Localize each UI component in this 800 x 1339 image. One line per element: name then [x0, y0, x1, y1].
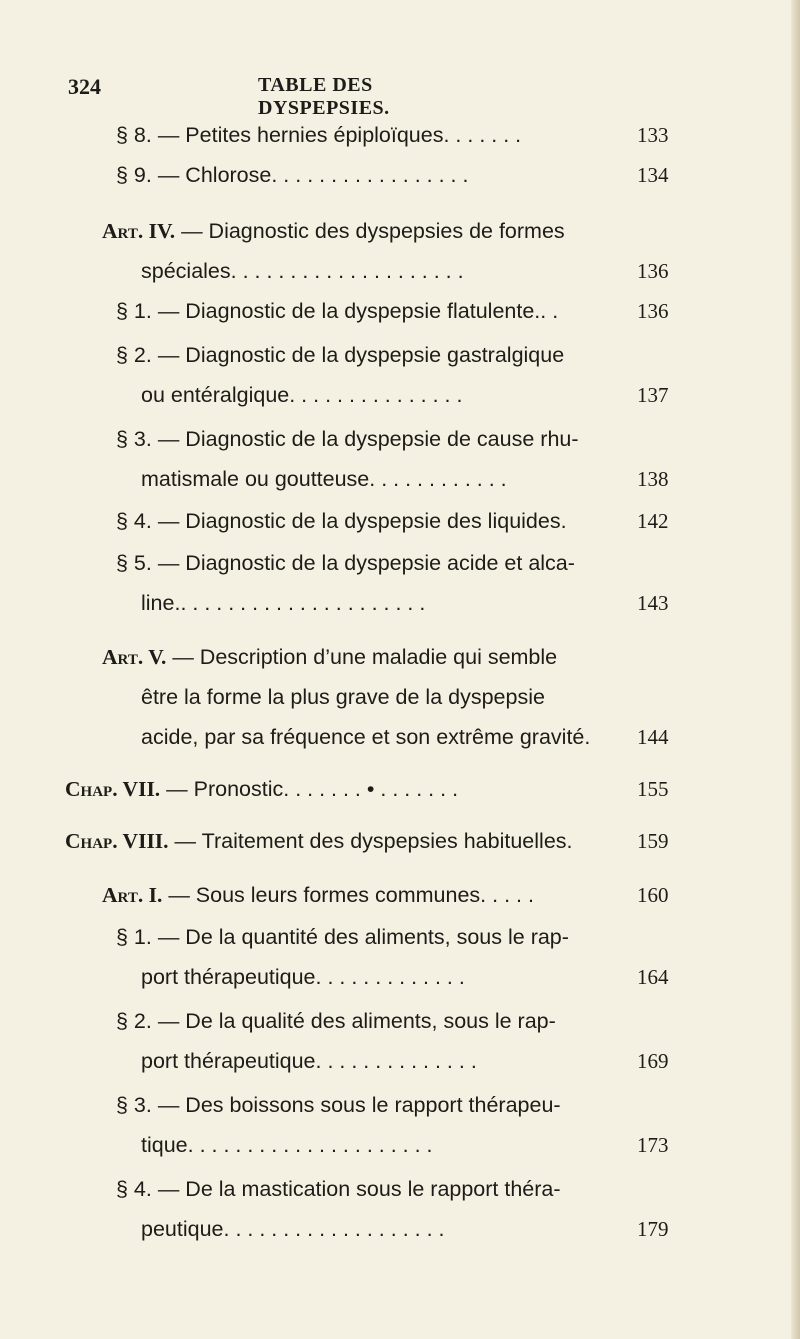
toc-entry [141, 720, 800, 754]
toc-entry [116, 1172, 800, 1206]
toc-entry [116, 504, 800, 538]
toc-entry-page: 136 [637, 299, 669, 323]
toc-entry-page: 142 [637, 509, 669, 533]
toc-entry-page: 138 [637, 467, 669, 491]
toc-entry [102, 640, 800, 674]
toc-entry [116, 118, 800, 152]
page-header [68, 74, 508, 119]
toc-entry-prefix: Chap. VII. [65, 777, 161, 801]
toc-entry-prefix: Art. I. [102, 883, 163, 907]
toc-entry-text: § 2. — Diagnostic de la dyspepsie gastralgique [116, 343, 565, 367]
toc-entry [116, 294, 800, 328]
toc-entry-title: — Sous leurs formes communes. . . . . [162, 883, 534, 907]
toc-entry-page: 133 [637, 123, 669, 147]
toc-entry-page: 134 [637, 163, 669, 187]
toc-entry-page: 155 [637, 777, 669, 801]
toc-entry [116, 1088, 800, 1122]
toc-entry-prefix: Art. V. [102, 645, 167, 669]
toc-entry-page: 143 [637, 591, 669, 615]
toc-entry-text: § 5. — Diagnostic de la dyspepsie acide et alca- [116, 551, 575, 575]
toc-entry-page: 179 [637, 1217, 669, 1241]
toc-entry-page: 159 [637, 829, 669, 853]
toc-entry [141, 680, 800, 714]
toc-entry [141, 1044, 800, 1078]
toc-entry-text: § 2. — De la qualité des aliments, sous le rap- [116, 1009, 556, 1033]
toc-entry [141, 1212, 800, 1246]
toc-entry-text: § 1. — De la quantité des aliments, sous le rap- [116, 925, 569, 949]
toc-entry [116, 920, 800, 954]
toc-entry [116, 158, 800, 192]
toc-entry [102, 878, 800, 912]
toc-entry-text [65, 824, 573, 858]
toc-entry-text: être la forme la plus grave de la dyspepsie [141, 685, 545, 709]
toc-entry-page: 136 [637, 259, 669, 283]
toc-entry-prefix: Chap. VIII. [65, 829, 169, 853]
toc-entry-text: § 1. — Diagnostic de la dyspepsie flatulente.. . [116, 299, 559, 323]
toc-entry-text: port thérapeutique. . . . . . . . . . . . . [141, 965, 465, 989]
toc-entry [65, 824, 785, 858]
toc-entry-text: § 3. — Diagnostic de la dyspepsie de cause rhu- [116, 427, 579, 451]
toc-entry-text: § 3. — Des boissons sous le rapport thérapeu- [116, 1093, 561, 1117]
toc-entry-text: ou entéralgique. . . . . . . . . . . . . . . [141, 383, 463, 407]
toc-entry-page: 160 [637, 883, 669, 907]
toc-entry [141, 1128, 800, 1162]
toc-entry-text: port thérapeutique. . . . . . . . . . . . . . [141, 1049, 477, 1073]
toc-entry-text [102, 878, 534, 912]
toc-entry-page: 137 [637, 383, 669, 407]
running-title: TABLE DES DYSPEPSIES. [258, 74, 390, 119]
toc-entry-text: spéciales. . . . . . . . . . . . . . . . . . . . [141, 259, 464, 283]
toc-entry [141, 462, 800, 496]
toc-entry [102, 214, 800, 248]
toc-entry-text: § 8. — Petites hernies épiploïques. . . . . . . [116, 123, 522, 147]
toc-entry [141, 586, 800, 620]
toc-entry-page: 164 [637, 965, 669, 989]
toc-entry [116, 1004, 800, 1038]
toc-entry-text [102, 640, 557, 674]
toc-entry [141, 378, 800, 412]
toc-entry-page: 144 [637, 725, 669, 749]
toc-entry-title: — Diagnostic des dyspepsies de formes [175, 219, 565, 243]
toc-entry-text: matismale ou goutteuse. . . . . . . . . . . . [141, 467, 507, 491]
toc-entry-text: acide, par sa fréquence et son extrême gravité. [141, 725, 591, 749]
toc-entry-title: — Pronostic. . . . . . . • . . . . . . . [160, 777, 459, 801]
toc-entry-title: — Description d’une maladie qui semble [166, 645, 558, 669]
toc-entry-text: line.. . . . . . . . . . . . . . . . . . . . . [141, 591, 426, 615]
toc-entry-text: § 4. — Diagnostic de la dyspepsie des liquides. [116, 509, 567, 533]
toc-entry [141, 960, 800, 994]
toc-entry [116, 546, 800, 580]
toc-entry-page: 173 [637, 1133, 669, 1157]
page-number: 324 [68, 74, 101, 99]
toc-entry-text: tique. . . . . . . . . . . . . . . . . . . . . [141, 1133, 433, 1157]
toc-entry-title: — Traitement des dyspepsies habituelles. [168, 829, 573, 853]
toc-entry-text [65, 772, 458, 806]
toc-entry [65, 772, 785, 806]
toc-entry [116, 338, 800, 372]
toc-entry-page: 169 [637, 1049, 669, 1073]
toc-entry-text: § 9. — Chlorose. . . . . . . . . . . . . . . . . [116, 163, 469, 187]
toc-entry-text: § 4. — De la mastication sous le rapport théra- [116, 1177, 561, 1201]
toc-entry [141, 254, 800, 288]
toc-entry-prefix: Art. IV. [102, 219, 176, 243]
toc-entry-text [102, 214, 565, 248]
toc-entry [116, 422, 800, 456]
toc-entry-text: peutique. . . . . . . . . . . . . . . . . . . [141, 1217, 445, 1241]
